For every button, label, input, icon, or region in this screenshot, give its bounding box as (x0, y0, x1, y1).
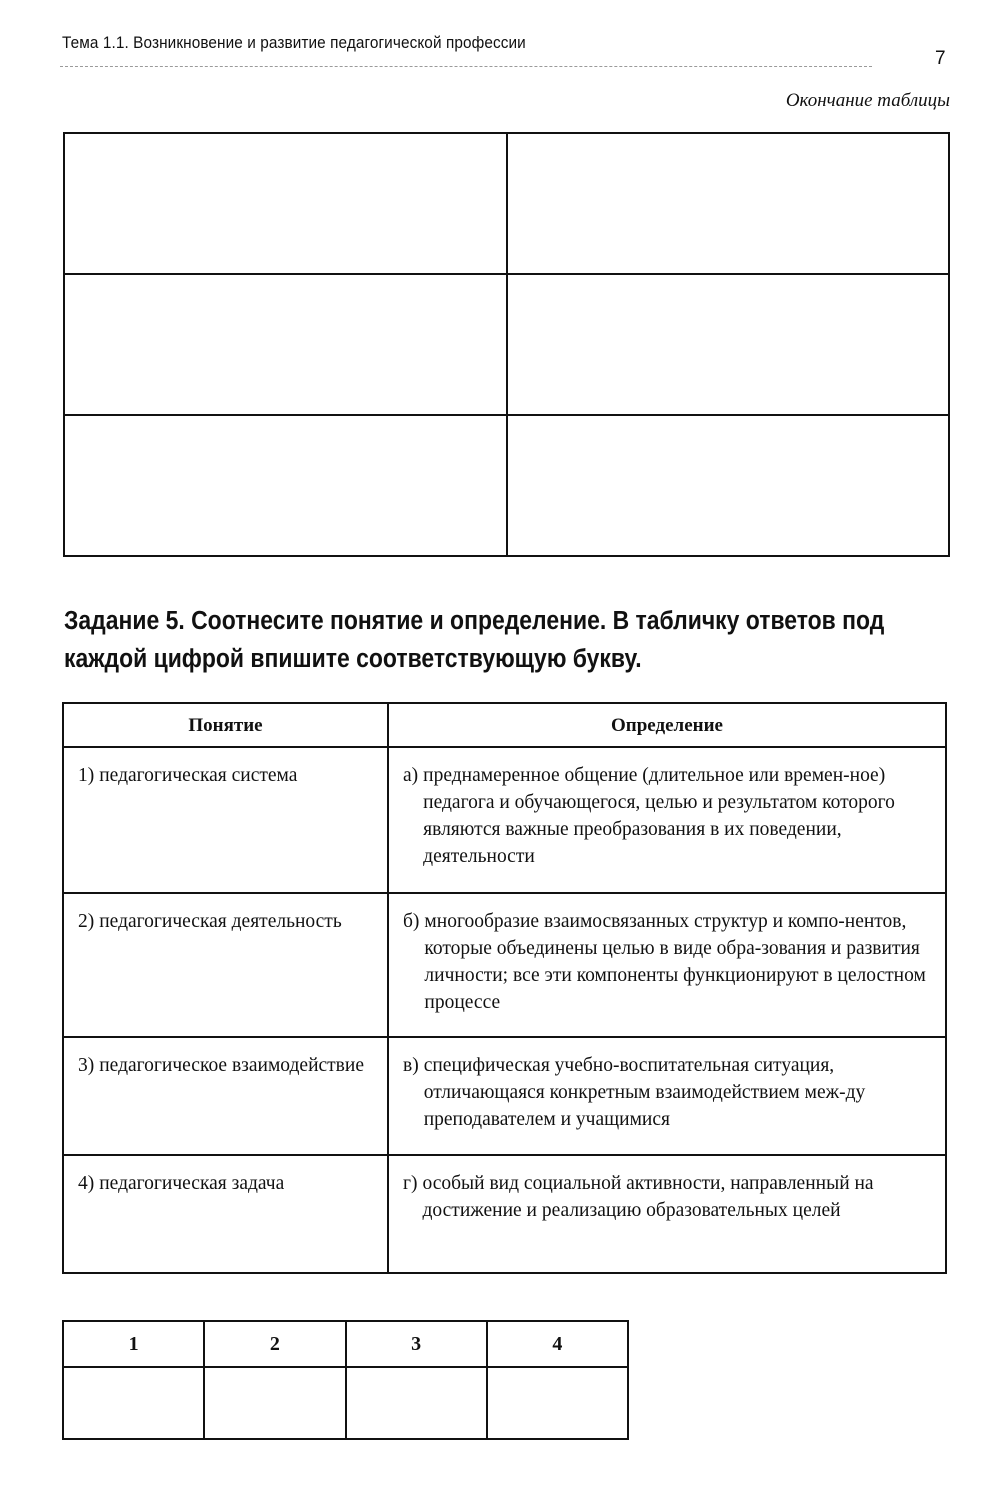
table-row (63, 893, 946, 1037)
concept-cell (63, 893, 388, 1037)
definition-letter: а) (403, 765, 419, 786)
matching-table (62, 702, 947, 1274)
table-row (63, 747, 946, 893)
table-row (64, 133, 949, 274)
definition-letter: в) (403, 1055, 419, 1076)
page-number: 7 (935, 48, 946, 69)
blank-cell[interactable] (64, 133, 507, 274)
definition-text: специфическая учебно-воспитательная ситуация, отличающаяся конкретным взаимодействием меж-ду преподавателем и учащимися (423, 1055, 866, 1130)
answer-table (62, 1320, 629, 1440)
blank-cell[interactable] (64, 415, 507, 556)
header-definition: Определение (388, 703, 946, 747)
answer-header-1: 1 (63, 1321, 204, 1367)
concept-text: педагогическое взаимодействие (99, 1055, 364, 1076)
concept-text: педагогическая деятельность (99, 911, 342, 932)
table-row (63, 1037, 946, 1155)
concept-text: педагогическая система (99, 765, 298, 786)
definition-cell (388, 893, 946, 1037)
concept-cell (63, 1037, 388, 1155)
definition-letter: г) (403, 1173, 418, 1194)
definition-letter: б) (403, 911, 420, 932)
blank-cell[interactable] (507, 133, 950, 274)
concept-number: 2) (78, 911, 95, 932)
answer-header-3: 3 (346, 1321, 487, 1367)
blank-cell[interactable] (507, 274, 950, 415)
concept-cell (63, 1155, 388, 1273)
blank-cell[interactable] (64, 274, 507, 415)
table-row (64, 415, 949, 556)
definition-cell (388, 747, 946, 893)
header-concept: Понятие (63, 703, 388, 747)
matching-table-header (63, 703, 946, 747)
definition-text: особый вид социальной активности, направленный на достижение и реализацию образовательных целей (422, 1173, 874, 1221)
task-heading-line: каждой цифрой впишите соответствующую букву. (64, 645, 642, 673)
answer-header-4: 4 (487, 1321, 628, 1367)
definition-text: преднамеренное общение (длительное или времен-ное) педагога и обучающегося, целью и результатом которого являются важные преобразования в их поведении, деятельности (423, 765, 895, 867)
answer-cell-1[interactable] (63, 1367, 204, 1439)
blank-cell[interactable] (507, 415, 950, 556)
concept-number: 4) (78, 1173, 95, 1194)
blank-table (63, 132, 950, 557)
concept-cell (63, 747, 388, 893)
concept-number: 1) (78, 765, 95, 786)
table-row (63, 1155, 946, 1273)
answer-header-row (63, 1321, 628, 1367)
running-head-rule (60, 66, 872, 67)
definition-cell (388, 1037, 946, 1155)
task-heading-line: Задание 5. Соотнесите понятие и определение. В табличку ответов под (64, 607, 885, 635)
table-row (64, 274, 949, 415)
definition-cell (388, 1155, 946, 1273)
concept-text: педагогическая задача (99, 1173, 285, 1194)
answer-cell-3[interactable] (346, 1367, 487, 1439)
answer-row (63, 1367, 628, 1439)
task-heading (64, 602, 885, 678)
table-continuation-label: Окончание таблицы (785, 90, 950, 111)
concept-number: 3) (78, 1055, 95, 1076)
answer-cell-2[interactable] (204, 1367, 345, 1439)
answer-cell-4[interactable] (487, 1367, 628, 1439)
definition-text: многообразие взаимосвязанных структур и компо-нентов, которые объединены целью в виде обра-зования и развития личности; все эти компоненты функционируют в целостном процессе (424, 911, 926, 1013)
running-head-title: Тема 1.1. Возникновение и развитие педагогической профессии (62, 34, 526, 52)
answer-header-2: 2 (204, 1321, 345, 1367)
